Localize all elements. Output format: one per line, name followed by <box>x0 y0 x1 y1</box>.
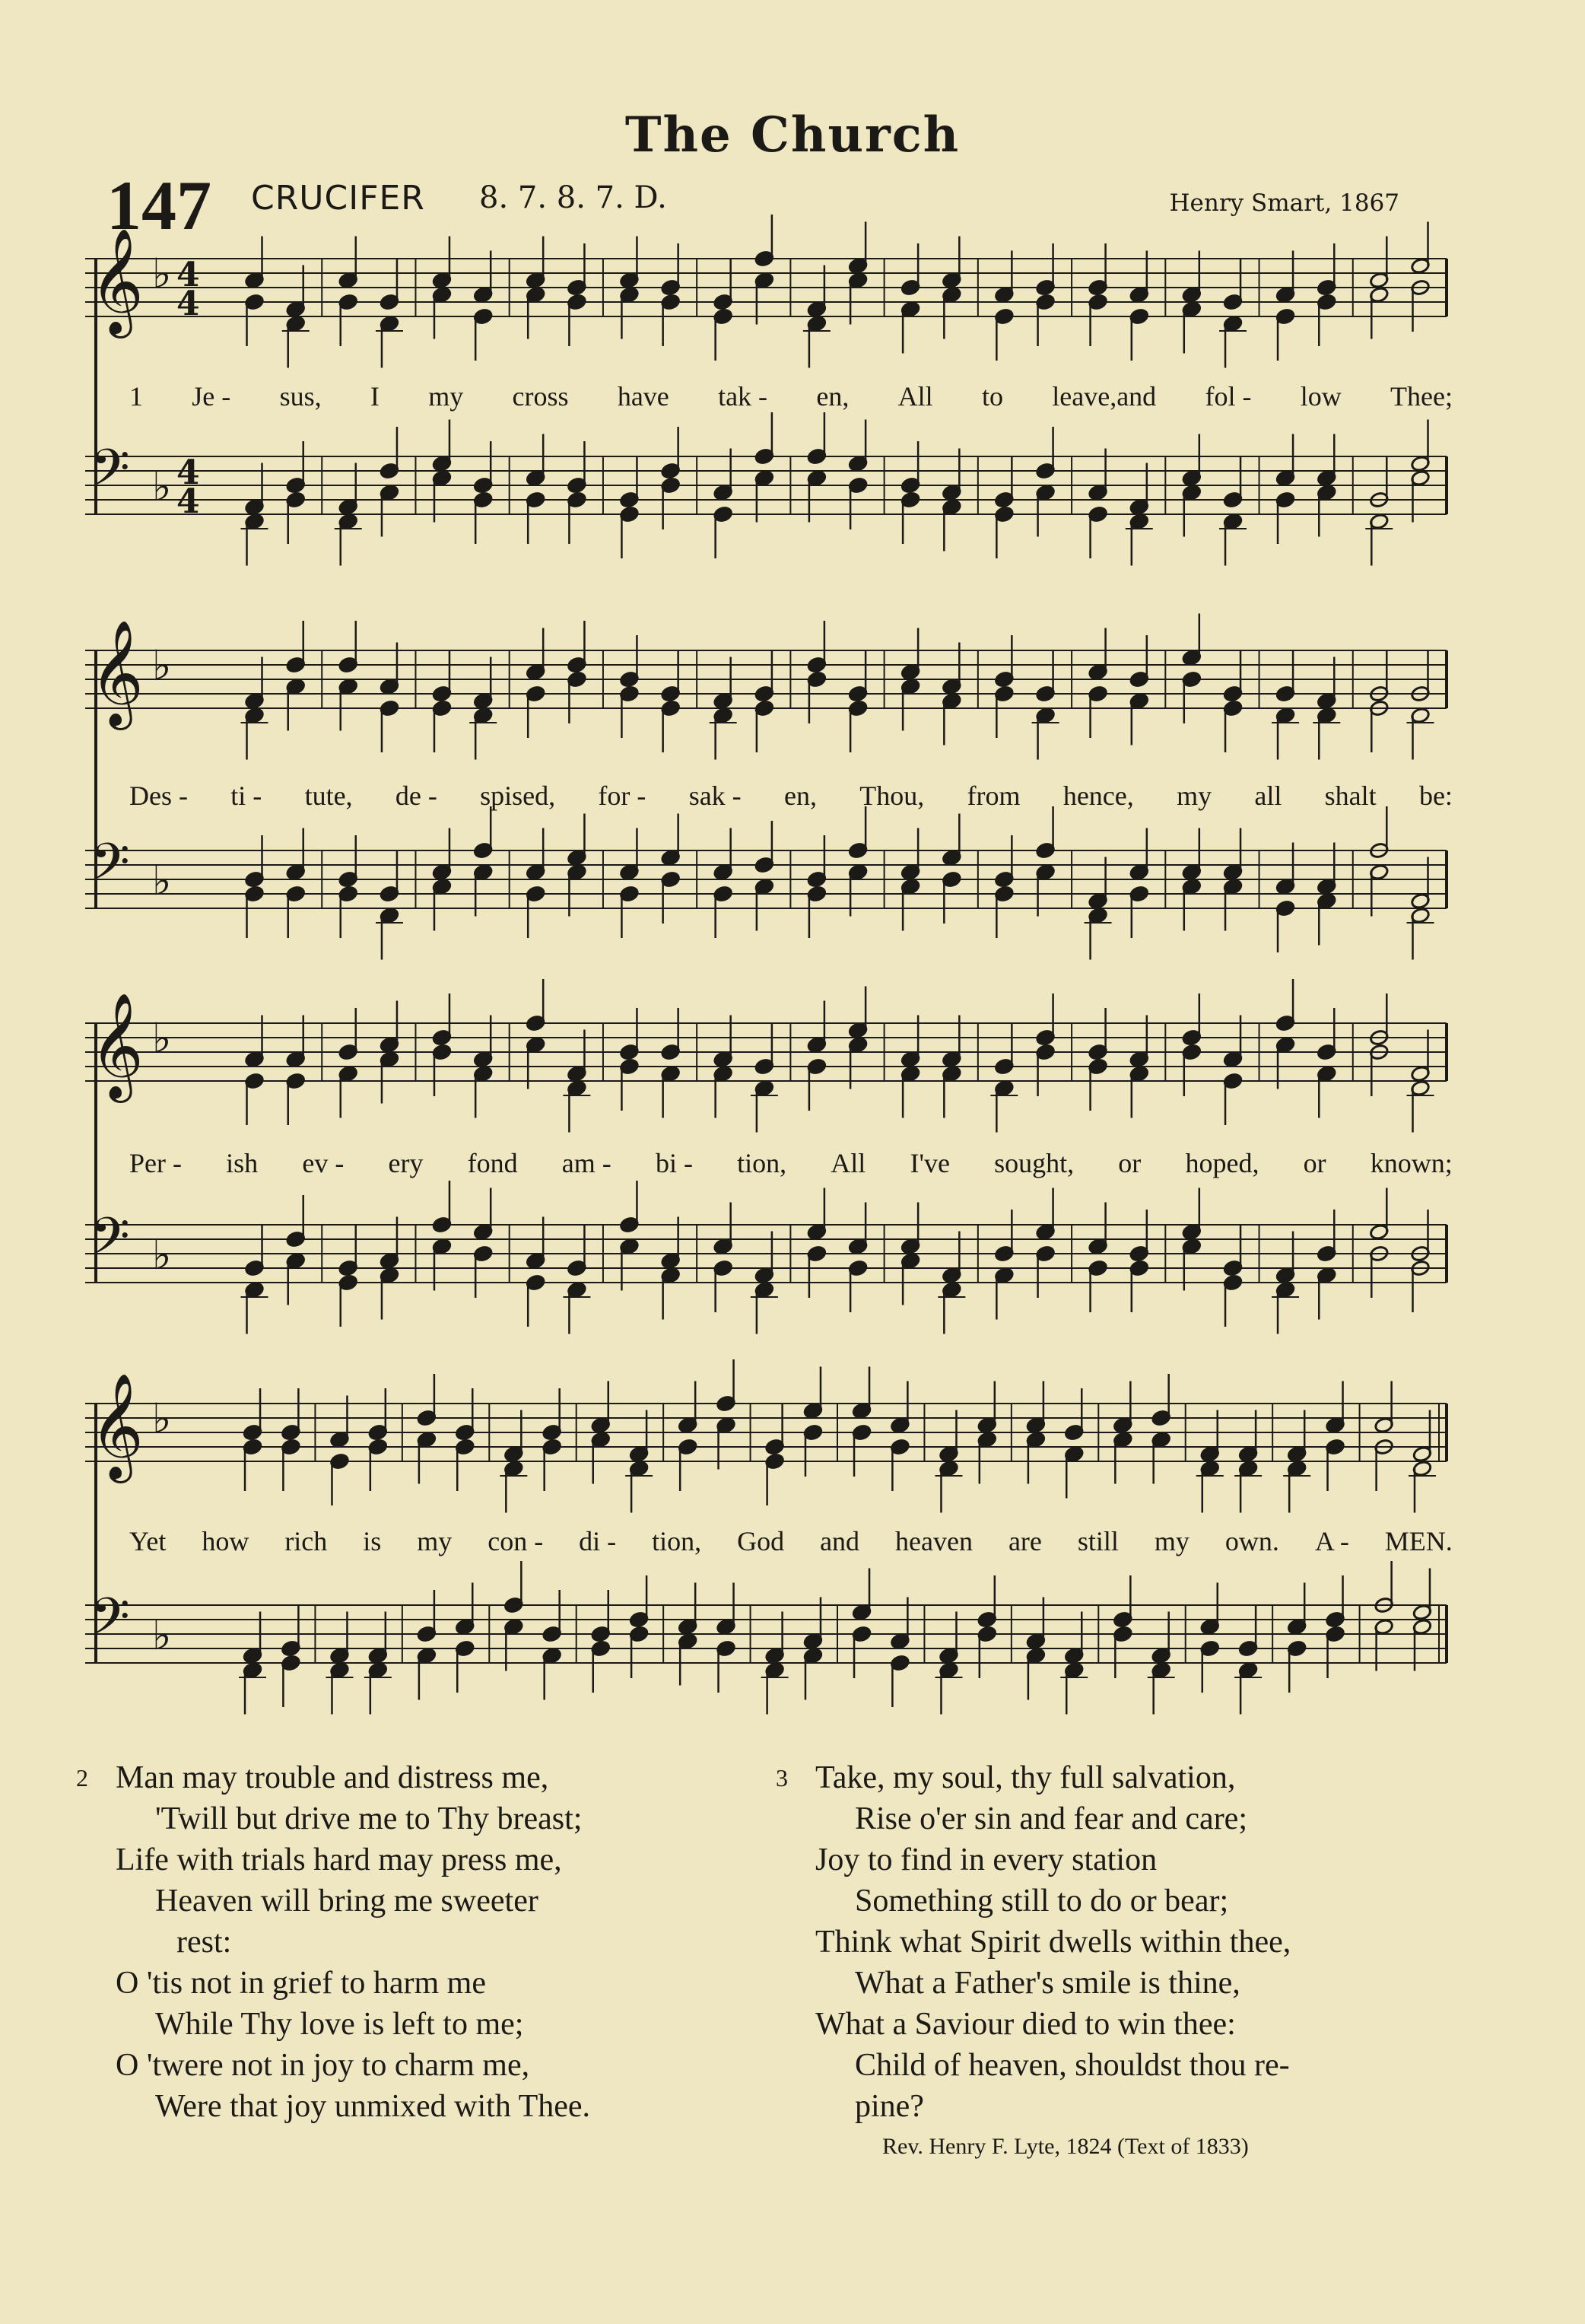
lyric-syllable: from <box>967 780 1021 811</box>
lyric-line-3 <box>129 1147 1453 1185</box>
verse-line: While Thy love is left to me; <box>155 2007 524 2042</box>
lyric-syllable: tion, <box>737 1148 787 1178</box>
verse-line: Think what Spirit dwells within thee, <box>815 1925 1291 1960</box>
lyric-syllable: ish <box>226 1148 259 1178</box>
lyric-syllable: sak - <box>688 780 742 811</box>
verse-line: Life with trials hard may press me, <box>116 1842 562 1877</box>
treble-clef-icon: 𝄞 <box>90 993 144 1098</box>
lyric-syllable: tute, <box>304 780 353 811</box>
lyric-syllable: ti - <box>230 780 262 811</box>
lyric-syllable: Je - <box>192 381 231 412</box>
lyric-syllable: Yet <box>129 1526 167 1556</box>
meter: 8. 7. 8. 7. D. <box>479 180 667 215</box>
lyric-syllable: All <box>897 381 933 412</box>
lyric-syllable: all <box>1254 780 1282 811</box>
lyric-syllable: hence, <box>1062 780 1134 811</box>
lyric-syllable: sus, <box>279 381 322 412</box>
verse-number: 2 <box>76 1764 88 1791</box>
composer: Henry Smart, 1867 <box>1169 189 1399 217</box>
lyric-line-1 <box>129 380 1453 418</box>
verse-line: Take, my soul, thy full salvation, <box>815 1760 1236 1795</box>
lyric-syllable: fond <box>467 1148 518 1178</box>
lyric-syllable: spised, <box>480 780 556 811</box>
lyric-syllable: low <box>1300 381 1342 412</box>
lyric-syllable: ev - <box>302 1148 345 1178</box>
lyric-syllable: tak - <box>718 381 768 412</box>
lyric-syllable: en, <box>816 381 850 412</box>
lyric-syllable: Thee; <box>1390 381 1453 412</box>
verse-3 <box>776 1757 1445 2127</box>
time-signature-top: 4 <box>176 453 200 492</box>
lyric-syllable: have <box>617 381 669 412</box>
lyric-syllable: Des - <box>129 780 188 811</box>
lyric-syllable: I've <box>910 1148 950 1178</box>
hymn-number: 147 <box>106 167 211 244</box>
time-signature-bottom: 4 <box>176 482 200 521</box>
flat-icon: ♭ <box>152 463 172 510</box>
lyric-syllable: fol - <box>1205 381 1252 412</box>
verse-line: Heaven will bring me sweeter <box>155 1884 538 1919</box>
flat-icon: ♭ <box>152 1231 172 1279</box>
lyric-syllable: A - <box>1314 1526 1349 1556</box>
lyric-syllable: All <box>831 1148 866 1178</box>
lyric-syllable: am - <box>561 1148 611 1178</box>
running-title: The Church <box>624 107 961 164</box>
lyric-syllable: is <box>363 1526 382 1556</box>
lyric-syllable: own. <box>1224 1526 1279 1556</box>
lyric-syllable: God <box>737 1526 785 1556</box>
verse-line: rest: <box>176 1925 232 1960</box>
tune-name: CRUCIFER <box>251 179 425 218</box>
bass-clef-icon: 𝄢 <box>90 833 130 905</box>
verse-line: Child of heaven, shouldst thou re- <box>855 2048 1290 2083</box>
verse-line: Something still to do or bear; <box>855 1884 1229 1919</box>
lyric-syllable: my <box>428 381 464 412</box>
lyric-syllable: di - <box>579 1526 617 1556</box>
verse-line: O 'tis not in grief to harm me <box>116 1966 486 2001</box>
bass-clef-icon: 𝄢 <box>90 1207 130 1280</box>
lyric-syllable: ery <box>388 1148 424 1178</box>
lyric-syllable: 1 <box>129 381 143 412</box>
bass-clef-icon: 𝄢 <box>90 1588 130 1660</box>
lyric-syllable: still <box>1077 1526 1119 1556</box>
lyric-syllable: I <box>370 381 380 412</box>
treble-clef-icon: 𝄞 <box>90 1373 144 1479</box>
lyric-syllable: MEN. <box>1384 1526 1453 1556</box>
flat-icon: ♭ <box>152 250 172 297</box>
verse-line: Were that joy unmixed with Thee. <box>155 2089 591 2124</box>
lyric-syllable: known; <box>1370 1148 1453 1178</box>
verse-line: 'Twill but drive me to Thy breast; <box>155 1801 583 1836</box>
lyric-syllable: tion, <box>652 1526 702 1556</box>
lyric-syllable: cross <box>512 381 569 412</box>
flat-icon: ♭ <box>152 1394 172 1442</box>
lyric-syllable: are <box>1008 1526 1042 1556</box>
time-signature-bottom: 4 <box>176 285 200 323</box>
lyric-syllable: for - <box>598 780 646 811</box>
lyric-syllable: en, <box>783 780 817 811</box>
lyric-syllable: rich <box>284 1526 328 1556</box>
verse-line: What a Saviour died to win thee: <box>815 2007 1236 2042</box>
time-signature-top: 4 <box>176 256 200 294</box>
bass-clef-icon: 𝄢 <box>90 439 130 511</box>
lyric-syllable: shalt <box>1324 780 1377 811</box>
lyric-syllable: or <box>1303 1148 1326 1178</box>
verse-line: pine? <box>855 2089 924 2124</box>
flat-icon: ♭ <box>152 641 172 689</box>
treble-clef-icon: 𝄞 <box>90 620 144 726</box>
lyric-line-4 <box>129 1525 1453 1563</box>
lyric-syllable: my <box>1154 1526 1190 1556</box>
flat-icon: ♭ <box>152 1611 172 1659</box>
verse-line: Man may trouble and distress me, <box>116 1760 549 1795</box>
verse-number: 3 <box>776 1764 788 1791</box>
treble-clef-icon: 𝄞 <box>90 228 144 334</box>
verse-line: Rise o'er sin and fear and care; <box>855 1801 1247 1836</box>
lyric-syllable: to <box>981 381 1003 412</box>
lyric-syllable: sought, <box>994 1148 1075 1178</box>
text-attribution: Rev. Henry F. Lyte, 1824 (Text of 1833) <box>882 2134 1249 2159</box>
lyric-syllable: heaven <box>895 1526 973 1556</box>
lyric-syllable: Thou, <box>859 780 925 811</box>
verses <box>76 1757 1475 2153</box>
lyric-syllable: my <box>1177 780 1212 811</box>
lyric-syllable: leave,and <box>1052 381 1157 412</box>
lyric-syllable: how <box>202 1526 249 1556</box>
lyric-syllable: hoped, <box>1185 1148 1259 1178</box>
lyric-syllable: be: <box>1418 780 1453 811</box>
lyric-syllable: bi - <box>655 1148 693 1178</box>
lyric-syllable: de - <box>395 780 437 811</box>
verse-line: O 'twere not in joy to charm me, <box>116 2048 530 2083</box>
lyric-line-2 <box>129 780 1453 818</box>
lyric-syllable: con - <box>488 1526 544 1556</box>
lyric-syllable: my <box>417 1526 453 1556</box>
flat-icon: ♭ <box>152 1014 172 1062</box>
verse-line: Joy to find in every station <box>815 1842 1158 1877</box>
lyric-syllable: Per - <box>129 1148 182 1178</box>
lyric-syllable: or <box>1118 1148 1142 1178</box>
lyric-syllable: and <box>820 1526 860 1556</box>
verse-line: What a Father's smile is thine, <box>855 1966 1240 2001</box>
verse-2 <box>76 1757 745 2127</box>
flat-icon: ♭ <box>152 857 172 904</box>
